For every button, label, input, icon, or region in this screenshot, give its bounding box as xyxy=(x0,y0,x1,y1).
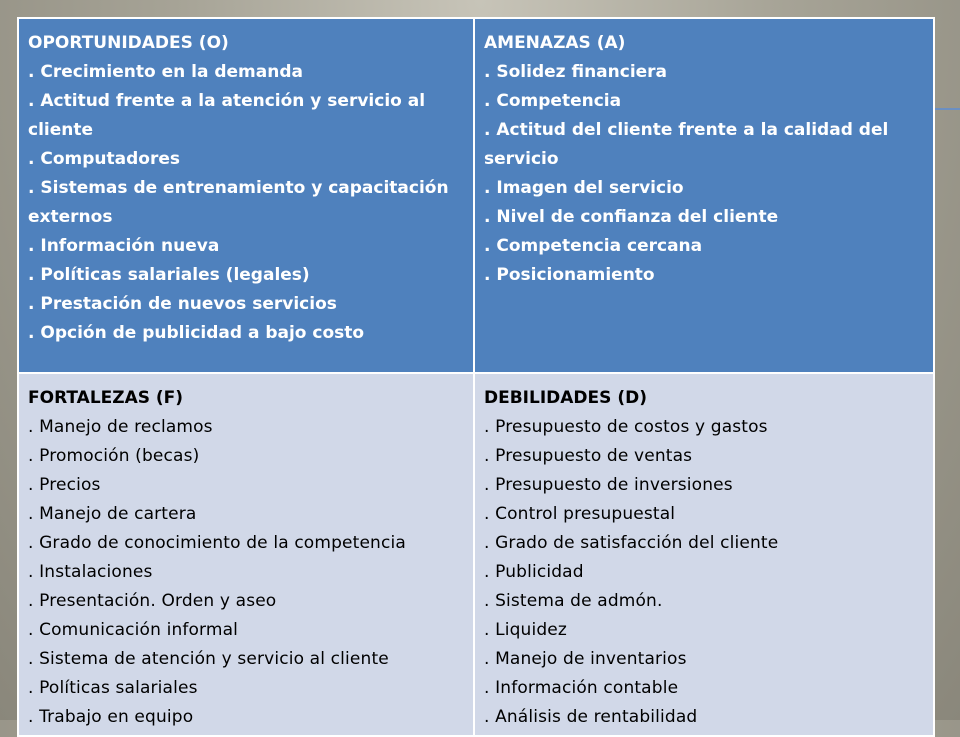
swot-item: . Grado de conocimiento de la competencia xyxy=(28,533,406,553)
swot-item: . Trabajo en equipo xyxy=(28,707,194,727)
swot-item: . Precios xyxy=(28,475,101,495)
swot-item: . Políticas salariales (legales) xyxy=(28,265,310,285)
swot-item: . Presentación. Orden y aseo xyxy=(28,591,277,611)
swot-item: . Sistema de admón. xyxy=(484,591,663,611)
swot-item: . Políticas salariales xyxy=(28,678,198,698)
swot-item: . Manejo de inventarios xyxy=(484,649,687,669)
item-list-amenazas xyxy=(484,58,925,290)
quadrant-title-oportunidades: OPORTUNIDADES (O) xyxy=(28,33,229,53)
swot-item: . Control presupuestal xyxy=(484,504,676,524)
swot-item: . Nivel de confianza del cliente xyxy=(484,207,779,227)
swot-item: . Análisis de rentabilidad xyxy=(484,707,698,727)
quadrant-title-debilidades: DEBILIDADES (D) xyxy=(484,388,647,408)
swot-item: . Computadores xyxy=(28,149,180,169)
swot-item: . Presupuesto de inversiones xyxy=(484,475,733,495)
swot-item: . Presupuesto de ventas xyxy=(484,446,693,466)
swot-item: . Competencia cercana xyxy=(484,236,703,256)
swot-item: . Imagen del servicio xyxy=(484,178,684,198)
swot-item: . Prestación de nuevos servicios xyxy=(28,294,337,314)
decorative-accent-line xyxy=(934,108,960,110)
quadrant-title-amenazas: AMENAZAS (A) xyxy=(484,33,626,53)
quadrant-fortalezas xyxy=(18,373,474,736)
swot-item: . Posicionamiento xyxy=(484,265,655,285)
swot-item: . Actitud del cliente frente a la calidad del servicio xyxy=(484,120,889,169)
swot-row-internal xyxy=(18,373,934,736)
quadrant-amenazas xyxy=(474,18,934,373)
swot-item: . Información nueva xyxy=(28,236,220,256)
swot-item: . Información contable xyxy=(484,678,679,698)
swot-item: . Instalaciones xyxy=(28,562,153,582)
item-list-debilidades xyxy=(484,413,925,732)
swot-item: . Publicidad xyxy=(484,562,584,582)
swot-item: . Comunicación informal xyxy=(28,620,239,640)
swot-row-external xyxy=(18,18,934,373)
quadrant-debilidades xyxy=(474,373,934,736)
quadrant-title-fortalezas: FORTALEZAS (F) xyxy=(28,388,184,408)
swot-item: . Manejo de cartera xyxy=(28,504,197,524)
swot-item: . Presupuesto de costos y gastos xyxy=(484,417,768,437)
item-list-fortalezas xyxy=(28,413,465,732)
swot-item: . Crecimiento en la demanda xyxy=(28,62,303,82)
swot-item: . Promoción (becas) xyxy=(28,446,200,466)
swot-item: . Actitud frente a la atención y servicio al cliente xyxy=(28,91,426,140)
swot-item: . Competencia xyxy=(484,91,622,111)
swot-item: . Grado de satisfacción del cliente xyxy=(484,533,779,553)
swot-item: . Sistema de atención y servicio al cliente xyxy=(28,649,389,669)
swot-matrix xyxy=(17,17,935,737)
swot-item: . Solidez financiera xyxy=(484,62,668,82)
quadrant-oportunidades xyxy=(18,18,474,373)
swot-item: . Opción de publicidad a bajo costo xyxy=(28,323,365,343)
swot-item: . Liquidez xyxy=(484,620,567,640)
item-list-oportunidades xyxy=(28,58,465,348)
swot-item: . Manejo de reclamos xyxy=(28,417,213,437)
swot-item: . Sistemas de entrenamiento y capacitación externos xyxy=(28,178,449,227)
